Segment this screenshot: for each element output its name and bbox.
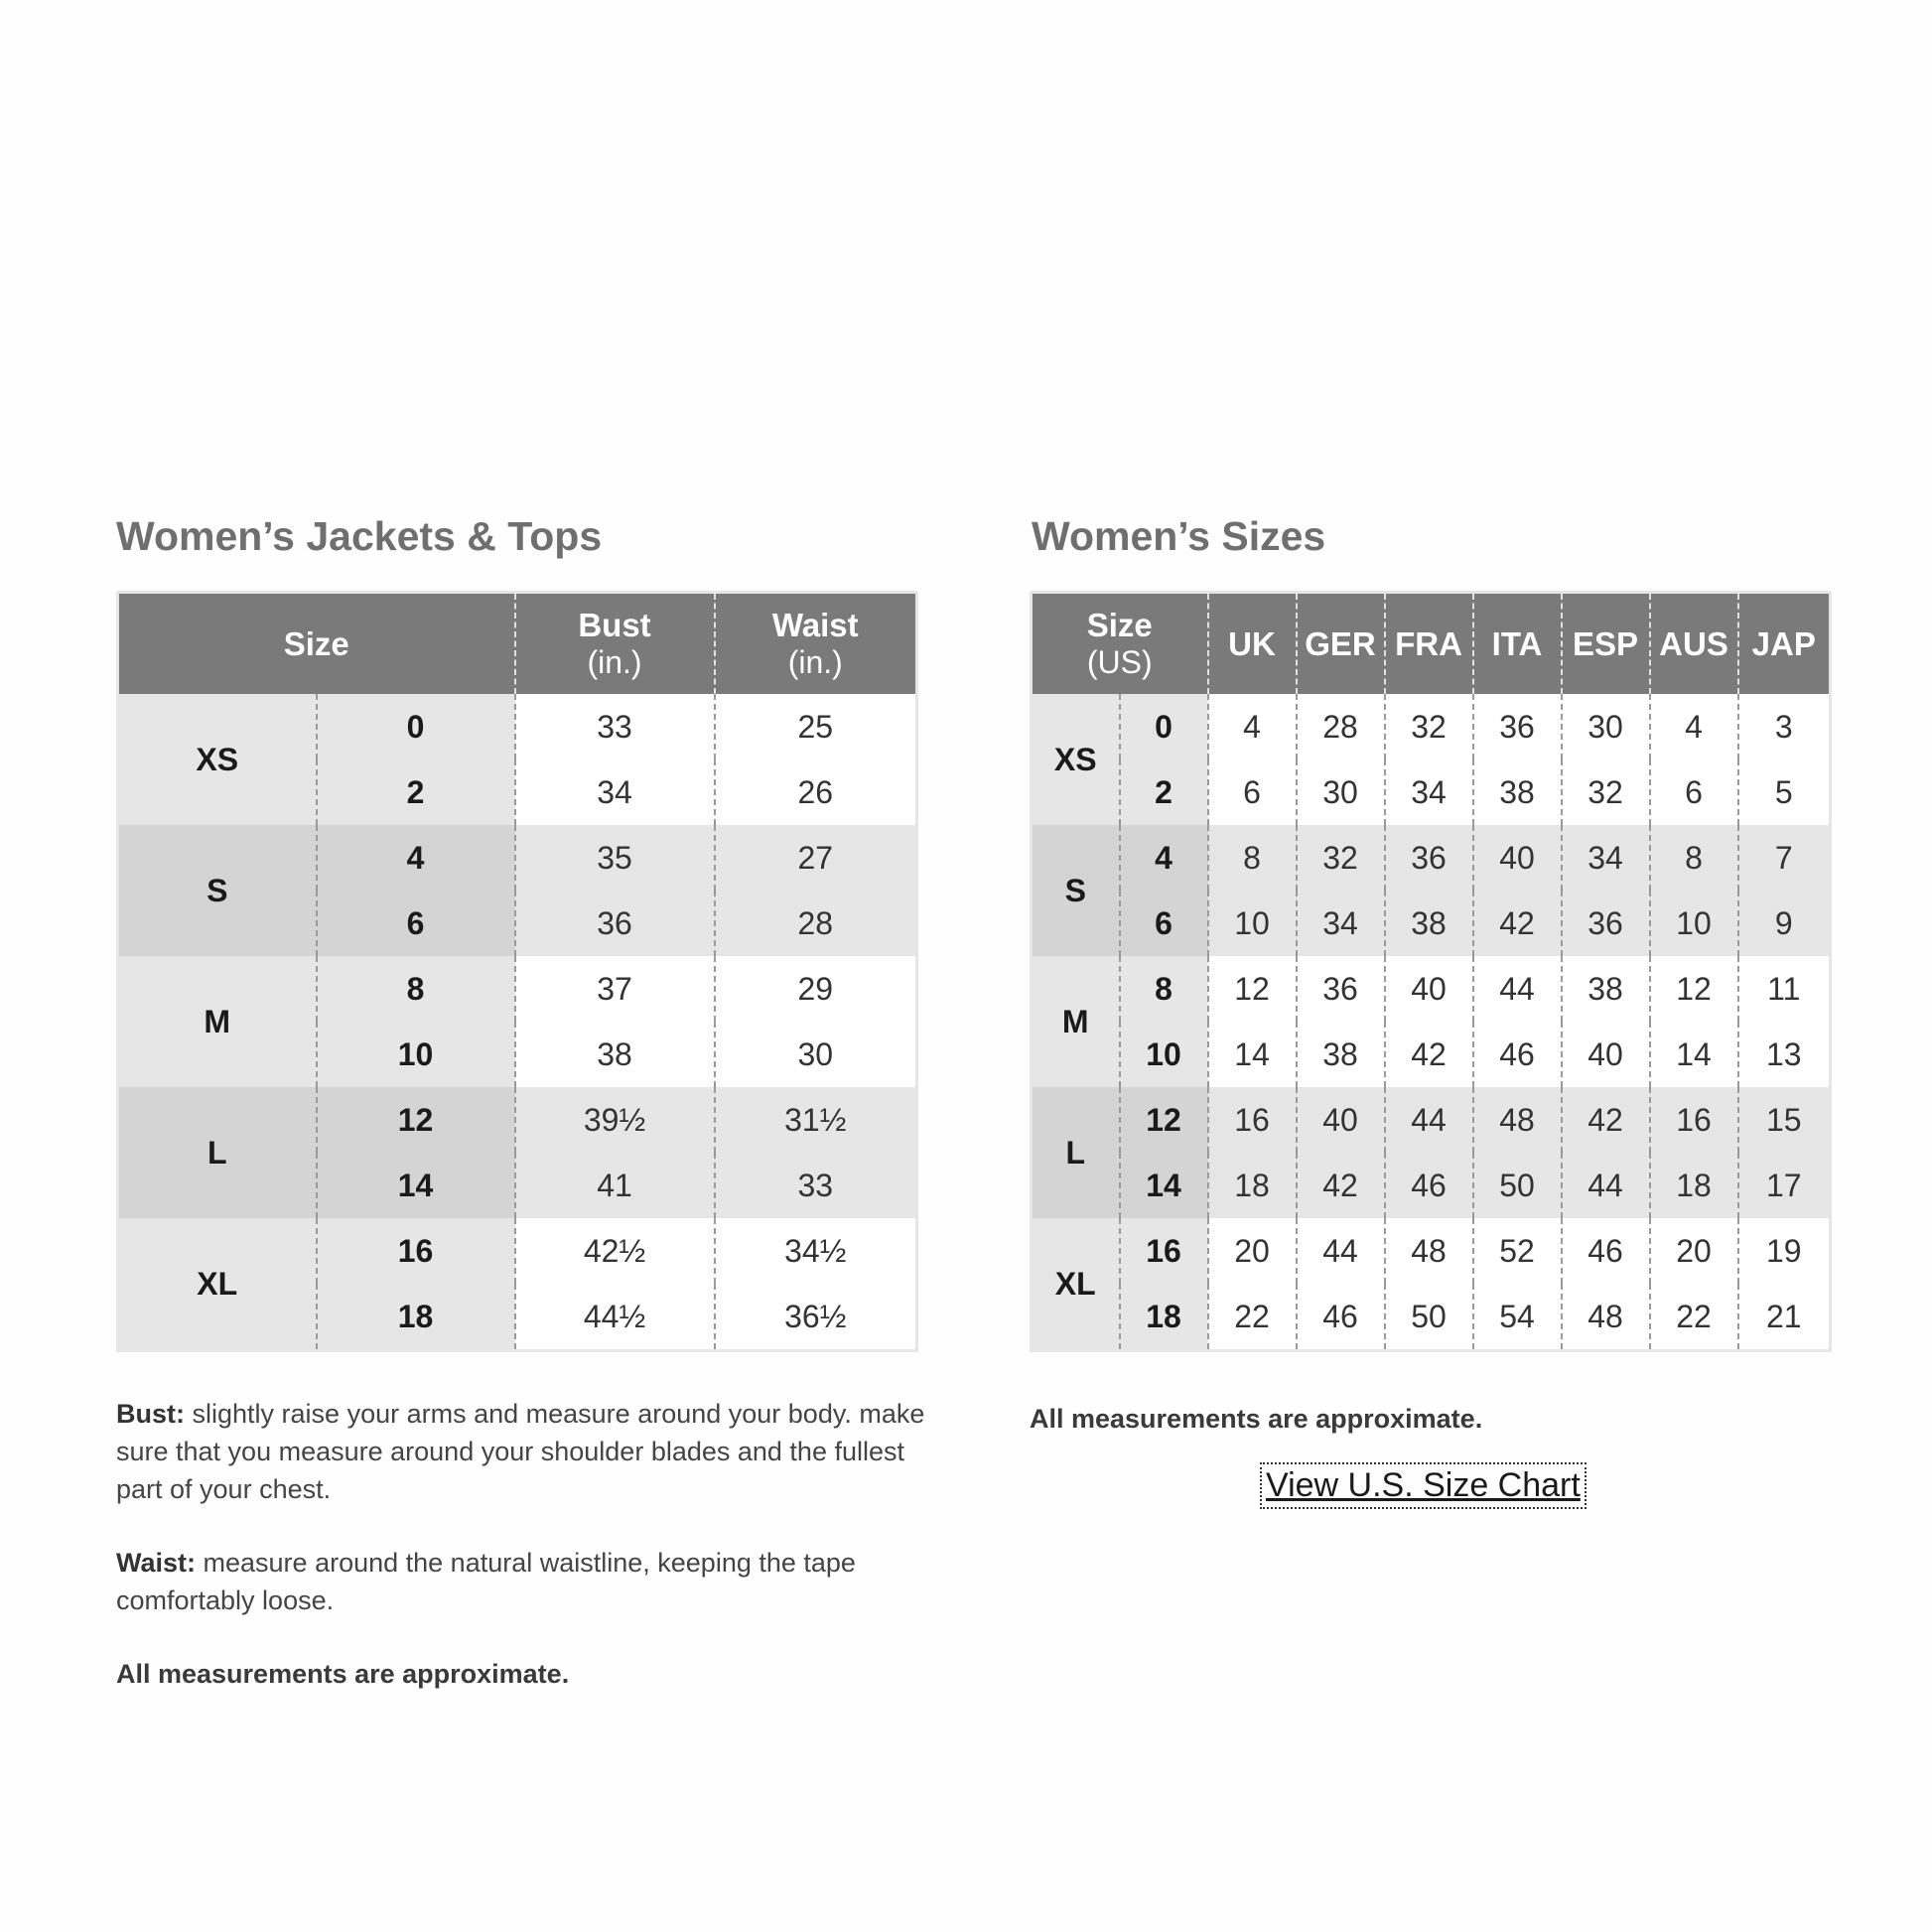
approximate-note: All measurements are approximate. xyxy=(1030,1404,1483,1434)
table-row xyxy=(1032,956,1831,1022)
header-country-fra: FRA xyxy=(1385,593,1473,695)
header-country-aus: AUS xyxy=(1650,593,1738,695)
header-country-ger: GER xyxy=(1297,593,1385,695)
size-ger-cell: 42 xyxy=(1297,1153,1385,1218)
size-ger-cell: 44 xyxy=(1297,1218,1385,1284)
size-ger-cell: 32 xyxy=(1297,825,1385,891)
size-ita-cell: 46 xyxy=(1473,1022,1562,1087)
bust-cell: 42½ xyxy=(515,1218,715,1284)
us-size-cell: 2 xyxy=(1120,759,1208,825)
numeric-size-cell: 0 xyxy=(317,694,515,759)
size-fra-cell: 50 xyxy=(1385,1284,1473,1351)
size-group-label: S xyxy=(1032,825,1120,956)
table-header-row xyxy=(118,593,917,695)
header-country-uk: UK xyxy=(1208,593,1297,695)
size-aus-cell: 16 xyxy=(1650,1087,1738,1153)
waist-cell: 26 xyxy=(715,759,917,825)
size-uk-cell: 10 xyxy=(1208,891,1297,956)
numeric-size-cell: 10 xyxy=(317,1022,515,1087)
size-uk-cell: 12 xyxy=(1208,956,1297,1022)
header-waist-unit: (in.) xyxy=(787,644,843,681)
table-row xyxy=(118,1218,917,1284)
waist-cell: 29 xyxy=(715,956,917,1022)
size-group-label: L xyxy=(1032,1087,1120,1218)
size-fra-cell: 42 xyxy=(1385,1022,1473,1087)
table-row xyxy=(1032,694,1831,759)
size-esp-cell: 32 xyxy=(1562,759,1650,825)
size-ita-cell: 54 xyxy=(1473,1284,1562,1351)
table-row xyxy=(118,825,917,891)
size-fra-cell: 40 xyxy=(1385,956,1473,1022)
jackets-tops-size-table xyxy=(116,591,918,1352)
size-uk-cell: 14 xyxy=(1208,1022,1297,1087)
size-group-label: S xyxy=(118,825,317,956)
size-esp-cell: 38 xyxy=(1562,956,1650,1022)
size-ger-cell: 30 xyxy=(1297,759,1385,825)
bust-cell: 33 xyxy=(515,694,715,759)
size-esp-cell: 34 xyxy=(1562,825,1650,891)
numeric-size-cell: 4 xyxy=(317,825,515,891)
table-header-row xyxy=(1032,593,1831,695)
bust-cell: 35 xyxy=(515,825,715,891)
header-country-ita: ITA xyxy=(1473,593,1562,695)
size-esp-cell: 30 xyxy=(1562,694,1650,759)
size-jap-cell: 5 xyxy=(1738,759,1831,825)
size-ita-cell: 48 xyxy=(1473,1087,1562,1153)
numeric-size-cell: 2 xyxy=(317,759,515,825)
size-uk-cell: 6 xyxy=(1208,759,1297,825)
size-group-label: XL xyxy=(1032,1218,1120,1351)
size-ger-cell: 38 xyxy=(1297,1022,1385,1087)
bust-cell: 41 xyxy=(515,1153,715,1218)
size-jap-cell: 21 xyxy=(1738,1284,1831,1351)
table-row xyxy=(1032,1022,1831,1087)
size-aus-cell: 22 xyxy=(1650,1284,1738,1351)
waist-cell: 36½ xyxy=(715,1284,917,1351)
waist-cell: 27 xyxy=(715,825,917,891)
numeric-size-cell: 18 xyxy=(317,1284,515,1351)
numeric-size-cell: 8 xyxy=(317,956,515,1022)
size-jap-cell: 13 xyxy=(1738,1022,1831,1087)
bust-cell: 38 xyxy=(515,1022,715,1087)
size-ger-cell: 40 xyxy=(1297,1087,1385,1153)
size-ger-cell: 46 xyxy=(1297,1284,1385,1351)
size-uk-cell: 22 xyxy=(1208,1284,1297,1351)
size-jap-cell: 7 xyxy=(1738,825,1831,891)
size-fra-cell: 38 xyxy=(1385,891,1473,956)
us-size-cell: 18 xyxy=(1120,1284,1208,1351)
bust-note-text: slightly raise your arms and measure around your body. make sure that you measure around your shoulder blades and the fullest part of your chest. xyxy=(116,1399,925,1504)
size-esp-cell: 36 xyxy=(1562,891,1650,956)
table-row xyxy=(1032,825,1831,891)
womens-sizes-conversion-table xyxy=(1030,591,1832,1352)
bust-cell: 36 xyxy=(515,891,715,956)
size-fra-cell: 36 xyxy=(1385,825,1473,891)
us-size-cell: 0 xyxy=(1120,694,1208,759)
size-jap-cell: 19 xyxy=(1738,1218,1831,1284)
size-ita-cell: 52 xyxy=(1473,1218,1562,1284)
size-fra-cell: 44 xyxy=(1385,1087,1473,1153)
us-size-cell: 14 xyxy=(1120,1153,1208,1218)
header-bust-unit: (in.) xyxy=(587,644,642,681)
size-fra-cell: 34 xyxy=(1385,759,1473,825)
size-fra-cell: 32 xyxy=(1385,694,1473,759)
size-esp-cell: 42 xyxy=(1562,1087,1650,1153)
table-row xyxy=(1032,1218,1831,1284)
size-ger-cell: 36 xyxy=(1297,956,1385,1022)
numeric-size-cell: 14 xyxy=(317,1153,515,1218)
size-aus-cell: 10 xyxy=(1650,891,1738,956)
size-aus-cell: 8 xyxy=(1650,825,1738,891)
size-ita-cell: 44 xyxy=(1473,956,1562,1022)
waist-note-label: Waist: xyxy=(116,1548,196,1578)
size-ita-cell: 50 xyxy=(1473,1153,1562,1218)
size-jap-cell: 3 xyxy=(1738,694,1831,759)
bust-cell: 34 xyxy=(515,759,715,825)
size-aus-cell: 12 xyxy=(1650,956,1738,1022)
waist-cell: 25 xyxy=(715,694,917,759)
bust-note-label: Bust: xyxy=(116,1399,185,1429)
size-esp-cell: 40 xyxy=(1562,1022,1650,1087)
waist-note-text: measure around the natural waistline, keeping the tape comfortably loose. xyxy=(116,1548,856,1615)
size-group-label: XL xyxy=(118,1218,317,1351)
womens-sizes-title: Women’s Sizes xyxy=(1032,513,1326,559)
waist-measuring-note xyxy=(116,1544,940,1619)
table-row xyxy=(1032,1153,1831,1218)
size-ger-cell: 28 xyxy=(1297,694,1385,759)
size-ita-cell: 36 xyxy=(1473,694,1562,759)
waist-cell: 33 xyxy=(715,1153,917,1218)
header-size-us: Size (US) xyxy=(1032,593,1208,695)
table-row xyxy=(1032,891,1831,956)
bust-cell: 37 xyxy=(515,956,715,1022)
header-bust: Bust (in.) xyxy=(515,593,715,695)
waist-cell: 30 xyxy=(715,1022,917,1087)
waist-cell: 28 xyxy=(715,891,917,956)
size-group-label: XS xyxy=(1032,694,1120,825)
jackets-tops-title: Women’s Jackets & Tops xyxy=(116,513,603,559)
us-size-cell: 10 xyxy=(1120,1022,1208,1087)
size-uk-cell: 16 xyxy=(1208,1087,1297,1153)
size-esp-cell: 48 xyxy=(1562,1284,1650,1351)
size-group-label: M xyxy=(1032,956,1120,1087)
numeric-size-cell: 16 xyxy=(317,1218,515,1284)
size-aus-cell: 14 xyxy=(1650,1022,1738,1087)
size-group-label: L xyxy=(118,1087,317,1218)
size-uk-cell: 8 xyxy=(1208,825,1297,891)
table-row xyxy=(1032,759,1831,825)
us-size-cell: 12 xyxy=(1120,1087,1208,1153)
size-jap-cell: 9 xyxy=(1738,891,1831,956)
size-fra-cell: 46 xyxy=(1385,1153,1473,1218)
us-size-cell: 16 xyxy=(1120,1218,1208,1284)
size-group-label: M xyxy=(118,956,317,1087)
size-jap-cell: 11 xyxy=(1738,956,1831,1022)
size-aus-cell: 20 xyxy=(1650,1218,1738,1284)
waist-cell: 34½ xyxy=(715,1218,917,1284)
table-row xyxy=(1032,1087,1831,1153)
bust-cell: 39½ xyxy=(515,1087,715,1153)
view-us-size-chart-link[interactable]: View U.S. Size Chart xyxy=(1266,1466,1581,1504)
bust-measuring-note xyxy=(116,1395,940,1508)
header-waist: Waist (in.) xyxy=(715,593,917,695)
size-ita-cell: 40 xyxy=(1473,825,1562,891)
size-ger-cell: 34 xyxy=(1297,891,1385,956)
size-fra-cell: 48 xyxy=(1385,1218,1473,1284)
size-ita-cell: 38 xyxy=(1473,759,1562,825)
size-esp-cell: 44 xyxy=(1562,1153,1650,1218)
size-jap-cell: 17 xyxy=(1738,1153,1831,1218)
size-uk-cell: 18 xyxy=(1208,1153,1297,1218)
table-row xyxy=(118,694,917,759)
size-esp-cell: 46 xyxy=(1562,1218,1650,1284)
size-ita-cell: 42 xyxy=(1473,891,1562,956)
header-country-jap: JAP xyxy=(1738,593,1831,695)
us-size-cell: 8 xyxy=(1120,956,1208,1022)
size-jap-cell: 15 xyxy=(1738,1087,1831,1153)
size-group-label: XS xyxy=(118,694,317,825)
header-country-esp: ESP xyxy=(1562,593,1650,695)
table-row xyxy=(118,1087,917,1153)
numeric-size-cell: 12 xyxy=(317,1087,515,1153)
us-size-cell: 6 xyxy=(1120,891,1208,956)
numeric-size-cell: 6 xyxy=(317,891,515,956)
approximate-note: All measurements are approximate. xyxy=(116,1659,570,1689)
size-aus-cell: 4 xyxy=(1650,694,1738,759)
size-aus-cell: 6 xyxy=(1650,759,1738,825)
size-uk-cell: 4 xyxy=(1208,694,1297,759)
size-uk-cell: 20 xyxy=(1208,1218,1297,1284)
bust-cell: 44½ xyxy=(515,1284,715,1351)
header-size-us-unit: (US) xyxy=(1086,644,1153,681)
us-size-cell: 4 xyxy=(1120,825,1208,891)
size-aus-cell: 18 xyxy=(1650,1153,1738,1218)
table-row xyxy=(118,956,917,1022)
waist-cell: 31½ xyxy=(715,1087,917,1153)
header-size: Size xyxy=(118,593,515,695)
table-row xyxy=(1032,1284,1831,1351)
